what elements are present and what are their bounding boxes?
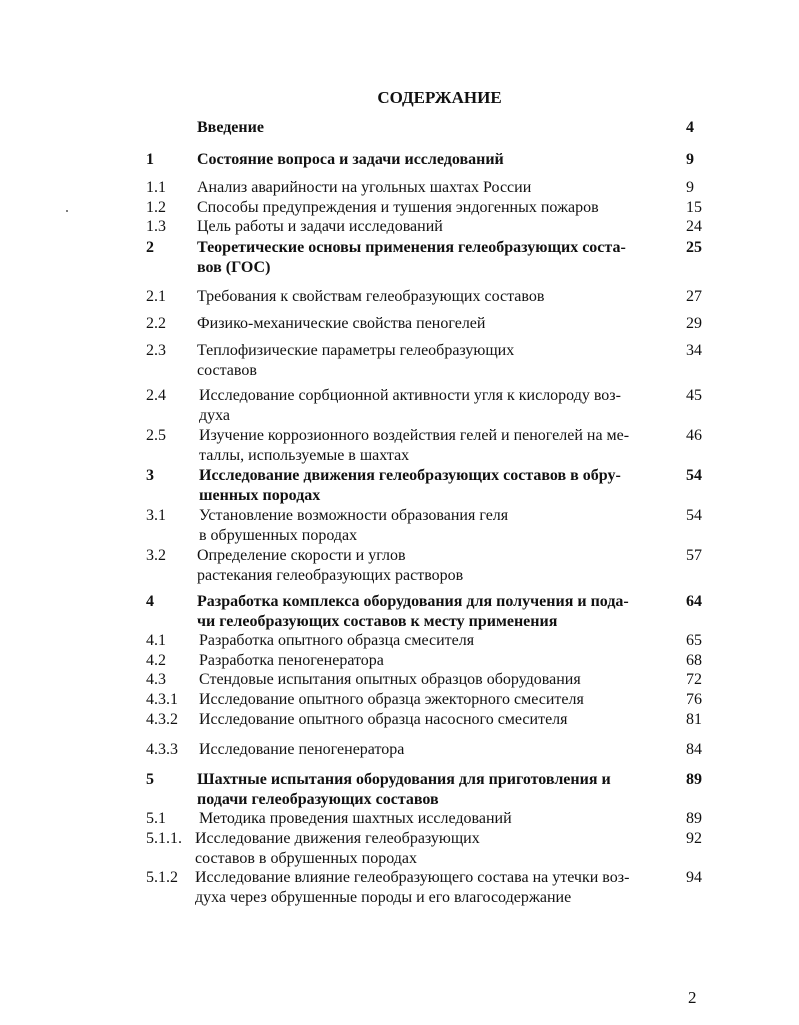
toc-entry-number: 2.3: [146, 342, 166, 359]
toc-entry-title: Теплофизические параметры гелеобразующих составов: [197, 342, 515, 379]
toc-entry-number: 2.5: [146, 427, 166, 444]
toc-entry-number: 3.1: [146, 507, 166, 524]
scan-speck: [66, 210, 68, 212]
toc-entry-number: 5: [146, 771, 154, 788]
toc-entry-page: 84: [686, 741, 702, 758]
page-number: 2: [688, 988, 697, 1007]
toc-entry-page: 64: [686, 593, 702, 610]
toc-entry-title: Изучение коррозионного воздействия гелей и пеногелей на ме- таллы, используемые в шахтах: [199, 427, 630, 464]
toc-entry-number: 4.3: [146, 671, 166, 688]
toc-entry-number: 2: [146, 239, 154, 256]
toc-entry-number: 3: [146, 467, 154, 484]
toc-entry-page: 92: [686, 830, 702, 847]
toc-entry-page: 34: [686, 342, 702, 359]
toc-entry-page: 57: [686, 547, 702, 564]
toc-entry-page: 89: [686, 771, 702, 788]
toc-entry-title: Исследование движения гелеобразующих составов в обру- шенных породах: [199, 467, 621, 504]
toc-entry-number: 2.4: [146, 387, 166, 404]
toc-entry-title: Введение: [197, 119, 264, 136]
toc-entry-page: 29: [686, 315, 702, 332]
toc-entry-page: 54: [686, 467, 702, 484]
toc-entry-number: 1.3: [146, 218, 166, 235]
toc-entry-number: 1.2: [146, 199, 166, 216]
toc-entry-number: 4: [146, 593, 154, 610]
toc-entry-title: Теоретические основы применения гелеобразующих соста- вов (ГОС): [197, 239, 626, 276]
toc-entry-title: Цель работы и задачи исследований: [197, 218, 443, 235]
toc-entry-title: Установление возможности образования геля в обрушенных породах: [199, 507, 509, 544]
toc-entry-page: 76: [686, 691, 702, 708]
toc-entry-page: 54: [686, 507, 702, 524]
toc-entry-number: 2.2: [146, 315, 166, 332]
toc-entry-title: Разработка комплекса оборудования для получения и пода- чи гелеобразующих составов к месту применения: [197, 593, 629, 630]
toc-entry-number: 1.1: [146, 179, 166, 196]
toc-entry-title: Стендовые испытания опытных образцов оборудования: [199, 671, 581, 688]
toc-entry-title: Разработка опытного образца смесителя: [199, 632, 475, 649]
toc-entry-number: 4.1: [146, 632, 166, 649]
toc-entry-title: Исследование опытного образца насосного смесителя: [199, 711, 568, 728]
toc-entry-title: Исследование опытного образца эжекторного смесителя: [199, 691, 584, 708]
page-title: СОДЕРЖАНИЕ: [377, 88, 502, 107]
toc-entry-page: 27: [686, 288, 702, 305]
toc-entry-title: Определение скорости и углов растекания гелеобразующих растворов: [197, 547, 464, 584]
toc-entry-title: Методика проведения шахтных исследований: [199, 810, 512, 827]
toc-entry-number: 5.1.2: [146, 869, 178, 886]
toc-entry-number: 4.3.2: [146, 711, 178, 728]
toc-entry-page: 45: [686, 387, 702, 404]
toc-entry-number: 4.2: [146, 652, 166, 669]
toc-entry-page: 72: [686, 671, 702, 688]
toc-entry-page: 25: [686, 239, 702, 256]
toc-entry-page: 94: [686, 869, 702, 886]
toc-entry-number: 4.3.1: [146, 691, 178, 708]
toc-entry-page: 9: [686, 151, 694, 168]
toc-entry-number: 2.1: [146, 288, 166, 305]
toc-entry-number: 1: [146, 151, 154, 168]
toc-entry-page: 15: [686, 199, 702, 216]
toc-entry-number: 4.3.3: [146, 741, 178, 758]
toc-entry-title: Исследование пеногенератора: [199, 741, 405, 758]
toc-entry-page: 65: [686, 632, 702, 649]
toc-entry-title: Физико-механические свойства пеногелей: [197, 315, 486, 332]
toc-entry-title: Шахтные испытания оборудования для приготовления и подачи гелеобразующих составов: [197, 771, 611, 808]
toc-entry-page: 81: [686, 711, 702, 728]
toc-entry-title: Исследование влияние гелеобразующего состава на утечки воз- духа через обрушенные породы и его влагосодержание: [195, 869, 630, 906]
toc-entry-title: Исследование сорбционной активности угля к кислороду воз- духа: [199, 387, 621, 424]
toc-entry-page: 4: [686, 119, 694, 136]
toc-entry-number: 5.1: [146, 810, 166, 827]
toc-entry-number: 3.2: [146, 547, 166, 564]
toc-entry-number: 5.1.1.: [146, 830, 182, 847]
toc-entry-page: 9: [686, 179, 694, 196]
toc-entry-page: 24: [686, 218, 702, 235]
toc-entry-title: Разработка пеногенератора: [199, 652, 384, 669]
toc-entry-page: 68: [686, 652, 702, 669]
toc-entry-title: Анализ аварийности на угольных шахтах России: [197, 179, 532, 196]
toc-entry-title: Состояние вопроса и задачи исследований: [197, 151, 504, 168]
toc-entry-page: 46: [686, 427, 702, 444]
toc-entry-title: Требования к свойствам гелеобразующих составов: [197, 288, 545, 305]
toc-entry-page: 89: [686, 810, 702, 827]
toc-entry-title: Исследование движения гелеобразующих составов в обрушенных породах: [195, 830, 480, 867]
toc-entry-title: Способы предупреждения и тушения эндогенных пожаров: [197, 199, 599, 216]
